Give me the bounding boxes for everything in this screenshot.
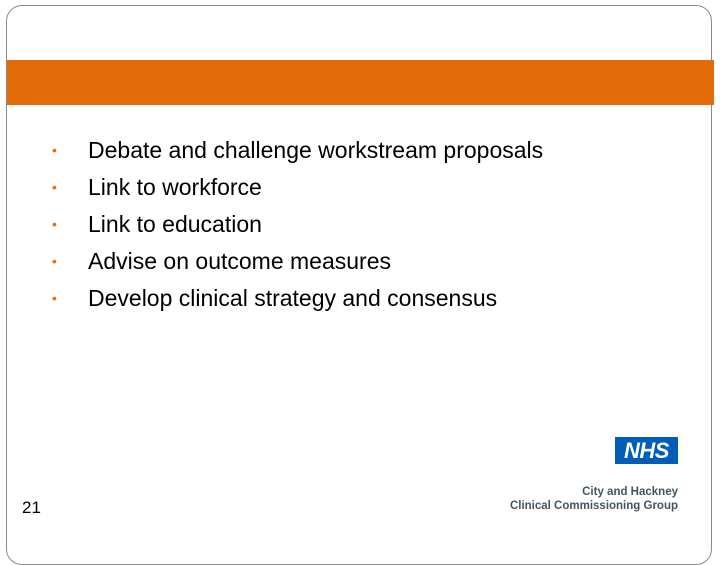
nhs-logo: NHS [615,437,678,464]
bullet-icon: • [52,179,57,195]
bullet-text: Develop clinical strategy and consensus [88,285,498,311]
bullet-text: Link to workforce [88,174,262,200]
slide-number: 21 [22,498,41,517]
bullet-icon: • [52,216,57,232]
bullet-icon: • [52,253,57,269]
organisation-name-line2: Clinical Commissioning Group [509,500,678,512]
organisation-name-line1: City and Hackney [582,486,678,498]
bullet-text: Link to education [88,211,262,237]
bullet-icon: • [52,290,57,306]
title-accent-band [7,60,714,105]
bullet-icon: • [52,142,57,158]
bullet-text: Debate and challenge workstream proposals [88,137,544,163]
bullet-text: Advise on outcome measures [88,248,391,274]
organisation-name [510,485,678,513]
